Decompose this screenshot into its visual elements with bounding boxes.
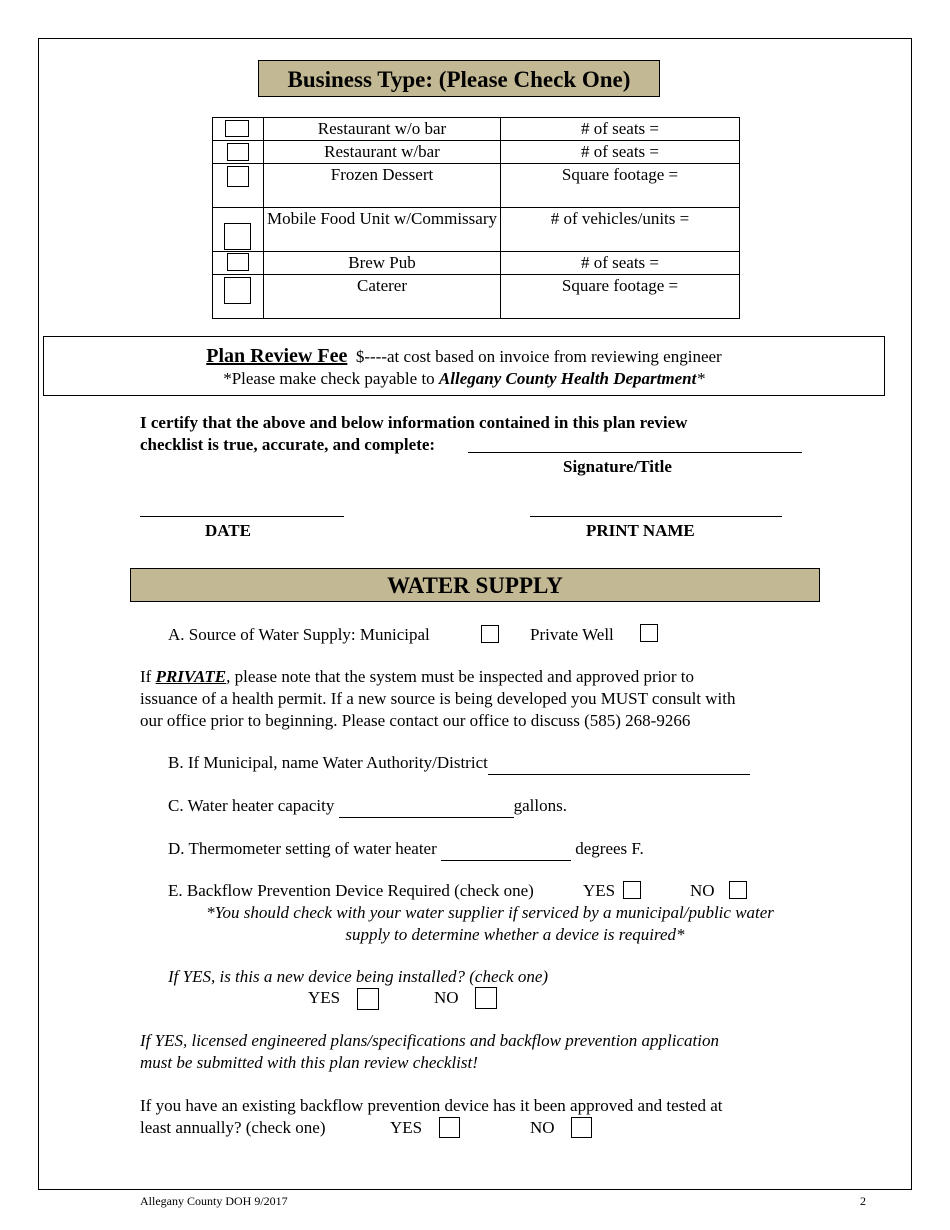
measure-label: # of seats = [501, 118, 740, 141]
measure-label: # of seats = [501, 141, 740, 164]
degrees-label: degrees F. [575, 839, 644, 858]
private-note-line2: issuance of a health permit. If a new source is being developed you MUST consult with [140, 689, 736, 708]
checkbox-frozen-dessert[interactable] [227, 166, 249, 187]
water-source-label: A. Source of Water Supply: Municipal [168, 625, 430, 644]
plan-review-fee-text: $----at cost based on invoice from reviewing engineer [355, 347, 722, 366]
payable-name: Allegany County Health Department [438, 369, 697, 388]
table-row [213, 141, 740, 164]
table-row [213, 275, 740, 319]
business-type-label: Caterer [264, 275, 501, 319]
payable-prefix: *Please make check payable to [223, 369, 439, 388]
measure-label: Square footage = [501, 164, 740, 208]
water-authority-row [168, 752, 750, 775]
table-row [213, 164, 740, 208]
measure-label: # of vehicles/units = [501, 208, 740, 252]
water-supply-title: WATER SUPPLY [130, 568, 820, 602]
backflow-note-line1: *You should check with your water supplier if serviced by a municipal/public water [206, 903, 774, 922]
print-name-line[interactable] [530, 516, 782, 517]
existing-device-yes-checkbox[interactable] [439, 1117, 460, 1138]
certify-line1: I certify that the above and below information contained in this plan review [140, 413, 688, 432]
private-note-line1 [140, 666, 694, 688]
business-type-label: Restaurant w/bar [264, 141, 501, 164]
thermometer-field[interactable] [441, 838, 571, 861]
payable-suffix: * [696, 369, 705, 388]
water-authority-field[interactable] [488, 752, 750, 775]
thermometer-label: D. Thermometer setting of water heater [168, 839, 437, 858]
backflow-no-checkbox[interactable] [729, 881, 747, 899]
checkbox-brew-pub[interactable] [227, 253, 249, 271]
table-row [213, 118, 740, 141]
water-heater-capacity-label: C. Water heater capacity [168, 796, 335, 815]
date-line[interactable] [140, 516, 344, 517]
private-word: PRIVATE [155, 667, 227, 686]
plans-note-line1: If YES, licensed engineered plans/specifications and backflow prevention application [140, 1031, 719, 1050]
table-row [213, 252, 740, 275]
backflow-required-label: E. Backflow Prevention Device Required (check one) [168, 881, 534, 900]
private-note-line3: our office prior to beginning. Please contact our office to discuss (585) 268-9266 [140, 711, 691, 730]
page-number: 2 [860, 1194, 866, 1208]
measure-label: Square footage = [501, 275, 740, 319]
private-well-label: Private Well [530, 625, 614, 644]
checkbox-restaurant-bar[interactable] [227, 143, 249, 161]
existing-device-line2: least annually? (check one) [140, 1118, 326, 1137]
existing-device-line1: If you have an existing backflow prevention device has it been approved and tested at [140, 1096, 723, 1115]
existing-device-yes-label: YES [390, 1118, 423, 1137]
checkbox-caterer[interactable] [224, 277, 251, 304]
certify-line2 [140, 434, 435, 456]
water-heater-capacity-row [168, 795, 567, 818]
plan-review-fee-title: Plan Review Fee [206, 345, 348, 367]
business-type-table [212, 117, 740, 319]
business-type-label: Mobile Food Unit w/Commissary [264, 208, 501, 252]
print-name-label: PRINT NAME [586, 521, 695, 540]
municipal-checkbox[interactable] [481, 625, 499, 643]
new-device-question: If YES, is this a new device being installed? (check one) [168, 967, 549, 986]
signature-label: Signature/Title [563, 457, 672, 476]
existing-device-no-label: NO [530, 1118, 555, 1137]
water-heater-capacity-field[interactable] [339, 795, 514, 818]
signature-line[interactable] [468, 452, 802, 453]
plans-note-line2: must be submitted with this plan review checklist! [140, 1053, 478, 1072]
business-type-label: Brew Pub [264, 252, 501, 275]
thermometer-row [168, 838, 644, 861]
business-type-label: Frozen Dessert [264, 164, 501, 208]
plan-review-fee-box [43, 336, 885, 396]
new-device-no-label: NO [434, 988, 459, 1007]
certify-line2-text: checklist is true, accurate, and complete: [140, 435, 436, 454]
measure-label: # of seats = [501, 252, 740, 275]
existing-device-no-checkbox[interactable] [571, 1117, 592, 1138]
private-note-prefix: If [140, 667, 156, 686]
new-device-yes-checkbox[interactable] [357, 988, 379, 1010]
backflow-yes-label: YES [583, 881, 616, 900]
table-row [213, 208, 740, 252]
checkbox-restaurant-no-bar[interactable] [225, 120, 249, 137]
checkbox-mobile-food-unit[interactable] [224, 223, 251, 250]
private-note-rest: , please note that the system must be inspected and approved prior to [226, 667, 694, 686]
backflow-note-line2: supply to determine whether a device is required* [345, 925, 685, 944]
date-label: DATE [205, 521, 251, 540]
footer-text: Allegany County DOH 9/2017 [140, 1194, 288, 1208]
new-device-yes-label: YES [308, 988, 341, 1007]
business-type-title: Business Type: (Please Check One) [258, 60, 660, 97]
gallons-label: gallons. [513, 796, 567, 815]
business-type-label: Restaurant w/o bar [264, 118, 501, 141]
water-authority-label: B. If Municipal, name Water Authority/District [168, 753, 488, 772]
private-well-checkbox[interactable] [640, 624, 658, 642]
backflow-no-label: NO [690, 881, 715, 900]
backflow-yes-checkbox[interactable] [623, 881, 641, 899]
new-device-no-checkbox[interactable] [475, 987, 497, 1009]
